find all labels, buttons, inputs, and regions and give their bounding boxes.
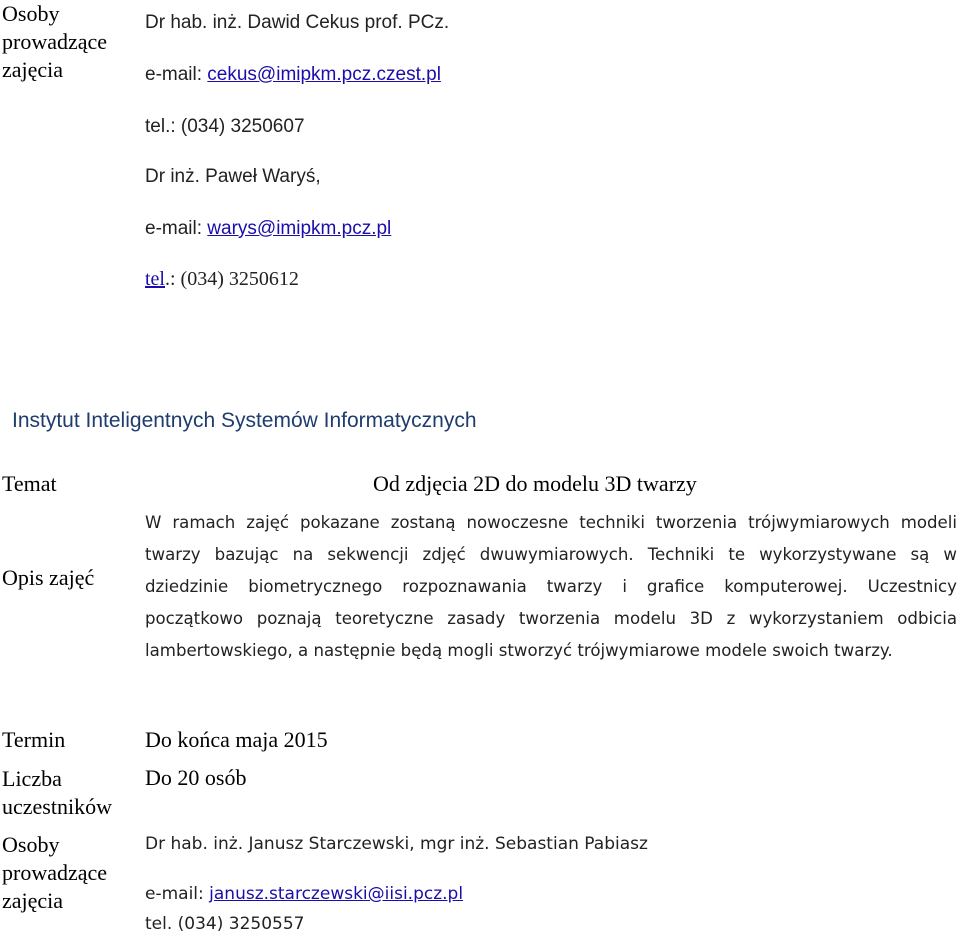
label-line: Osoby (2, 1, 60, 26)
label-line: prowadzące (2, 29, 108, 54)
label-line: prowadzące (2, 860, 108, 885)
lecturer-email-link[interactable]: janusz.starczewski@iisi.pcz.pl (209, 884, 464, 904)
label-line: Liczba (2, 766, 62, 791)
participants-label (2, 765, 112, 821)
date-label: Termin (2, 727, 66, 752)
description-label: Opis zajęć (2, 565, 95, 590)
label-line: zajęcia (2, 57, 64, 82)
label-line: Osoby (2, 832, 60, 857)
phone-number: .: (034) 3250612 (165, 268, 299, 290)
lecturer-1-name: Dr hab. inż. Dawid Cekus prof. PCz. (145, 12, 450, 33)
institute-heading: Instytut Inteligentnych Systemów Informatycznych (12, 409, 477, 432)
lecturer-2-email-line (145, 218, 391, 240)
label-line: uczestników (2, 794, 112, 819)
email-prefix: e-mail: (145, 218, 208, 239)
lecturer-phone: tel. (034) 3250557 (145, 914, 305, 934)
lecturers-names: Dr hab. inż. Janusz Starczewski, mgr inż. Sebastian Pabiasz (145, 834, 648, 854)
description-text: W ramach zajęć pokazane zostaną nowoczesne techniki tworzenia trójwymiarowych modeli twarzy bazując na sekwencji zdjęć dwuwymiarowych. Techniki te wykorzystywane są w dziedzinie biometrycznego rozpoznawania twarzy i grafice komputerowej. Uczestnicy początkowo poznają teoretyczne zasady tworzenia modelu 3D z wykorzystaniem odbicia lambertowskiego, a następnie będą mogli stworzyć trójwymiarowe modele swoich twarzy. (145, 513, 957, 660)
topic-value: Od zdjęcia 2D do modelu 3D twarzy (373, 471, 697, 496)
lecturer-2-name: Dr inż. Paweł Waryś, (145, 166, 321, 187)
date-value: Do końca maja 2015 (145, 727, 328, 752)
lecturer-1-email-link[interactable]: cekus@imipkm.pcz.czest.pl (207, 64, 441, 85)
topic-label: Temat (2, 471, 57, 496)
phone-prefix-link[interactable]: tel (145, 268, 165, 290)
lecturers-label (2, 0, 107, 84)
lecturer-email-line (145, 884, 463, 904)
lecturers-label-2 (2, 831, 107, 915)
participants-value: Do 20 osób (145, 765, 247, 790)
label-line: zajęcia (2, 888, 64, 913)
lecturer-2-phone (145, 268, 299, 291)
email-prefix: e-mail: (145, 64, 208, 85)
lecturer-1-email-line (145, 64, 441, 86)
email-prefix: e-mail: (145, 884, 210, 904)
lecturer-1-phone: tel.: (034) 3250607 (145, 116, 305, 137)
lecturer-2-email-link[interactable]: warys@imipkm.pcz.pl (207, 218, 392, 239)
